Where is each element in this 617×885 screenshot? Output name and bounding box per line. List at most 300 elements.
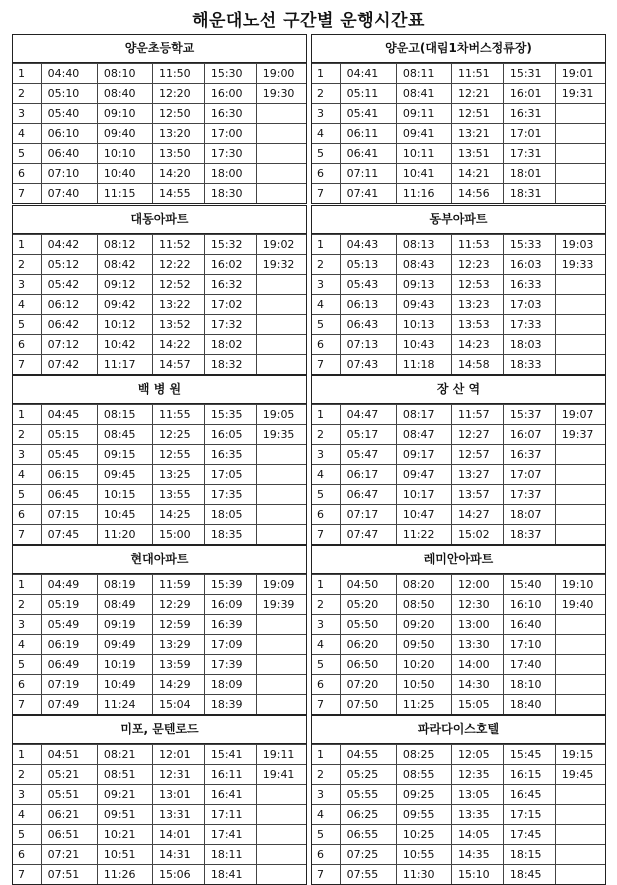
departure-time-cell: 08:10: [97, 64, 152, 84]
departure-time-cell: 15:04: [152, 695, 204, 715]
table-row: [312, 425, 605, 445]
departure-time-cell: 06:19: [41, 635, 97, 655]
departure-time-cell: 17:07: [503, 465, 555, 485]
departure-time-cell: 08:13: [396, 235, 451, 255]
departure-time-cell: [256, 315, 306, 335]
departure-time-cell: 07:21: [41, 845, 97, 865]
departure-time-cell: 10:51: [97, 845, 152, 865]
departure-time-cell: [256, 785, 306, 805]
departure-time-cell: 17:32: [204, 315, 256, 335]
departure-time-cell: 18:07: [503, 505, 555, 525]
departure-time-cell: 14:35: [451, 845, 503, 865]
table-row: [312, 235, 605, 255]
trip-number-cell: 1: [13, 405, 41, 425]
departure-time-cell: 15:33: [503, 235, 555, 255]
departure-time-cell: 19:31: [555, 84, 605, 104]
departure-time-cell: 10:19: [97, 655, 152, 675]
departure-time-cell: 12:31: [152, 765, 204, 785]
departure-time-cell: 14:29: [152, 675, 204, 695]
departure-time-cell: 17:15: [503, 805, 555, 825]
departure-time-cell: 10:20: [396, 655, 451, 675]
departure-time-cell: [555, 104, 605, 124]
trip-number-cell: 7: [13, 184, 41, 204]
stop-panel: [311, 375, 606, 545]
departure-time-cell: 07:55: [340, 865, 396, 885]
departure-time-cell: 07:25: [340, 845, 396, 865]
departure-time-cell: 11:24: [97, 695, 152, 715]
departure-time-cell: 18:03: [503, 335, 555, 355]
departure-time-cell: 08:11: [396, 64, 451, 84]
departure-time-cell: 10:21: [97, 825, 152, 845]
departure-time-cell: 16:15: [503, 765, 555, 785]
departure-time-cell: [256, 275, 306, 295]
departure-time-cell: 17:02: [204, 295, 256, 315]
departure-time-cell: 09:13: [396, 275, 451, 295]
departure-time-cell: 06:55: [340, 825, 396, 845]
departure-time-cell: 11:20: [97, 525, 152, 545]
table-row: [13, 275, 306, 295]
table-row: [312, 315, 605, 335]
table-row: [13, 635, 306, 655]
departure-time-cell: [555, 335, 605, 355]
table-row: [312, 485, 605, 505]
departure-time-cell: 06:47: [340, 485, 396, 505]
departure-time-cell: 12:50: [152, 104, 204, 124]
departure-time-cell: 09:12: [97, 275, 152, 295]
trip-number-cell: 4: [13, 124, 41, 144]
trip-number-cell: 6: [312, 164, 340, 184]
departure-time-cell: 05:47: [340, 445, 396, 465]
departure-time-cell: 13:53: [451, 315, 503, 335]
departure-table: [13, 574, 306, 714]
departure-time-cell: 11:16: [396, 184, 451, 204]
trip-number-cell: 4: [312, 805, 340, 825]
departure-time-cell: [555, 615, 605, 635]
table-row: [312, 335, 605, 355]
departure-time-cell: [555, 805, 605, 825]
departure-time-cell: 14:23: [451, 335, 503, 355]
departure-time-cell: 18:39: [204, 695, 256, 715]
departure-time-cell: [555, 275, 605, 295]
table-row: [312, 124, 605, 144]
table-row: [312, 505, 605, 525]
departure-time-cell: 04:49: [41, 575, 97, 595]
departure-time-cell: 08:25: [396, 745, 451, 765]
departure-time-cell: 06:45: [41, 485, 97, 505]
table-row: [312, 825, 605, 845]
departure-time-cell: 06:51: [41, 825, 97, 845]
table-row: [13, 825, 306, 845]
departure-time-cell: 15:05: [451, 695, 503, 715]
departure-time-cell: [555, 445, 605, 465]
departure-time-cell: 15:39: [204, 575, 256, 595]
departure-time-cell: 13:59: [152, 655, 204, 675]
departure-time-cell: 13:05: [451, 785, 503, 805]
departure-time-cell: [256, 184, 306, 204]
departure-time-cell: 12:59: [152, 615, 204, 635]
departure-time-cell: 17:45: [503, 825, 555, 845]
departure-time-cell: 17:39: [204, 655, 256, 675]
table-row: [13, 144, 306, 164]
departure-time-cell: 11:17: [97, 355, 152, 375]
trip-number-cell: 3: [312, 445, 340, 465]
departure-time-cell: 08:43: [396, 255, 451, 275]
trip-number-cell: 7: [13, 355, 41, 375]
departure-time-cell: 17:33: [503, 315, 555, 335]
departure-time-cell: 06:20: [340, 635, 396, 655]
table-row: [312, 635, 605, 655]
departure-time-cell: 12:53: [451, 275, 503, 295]
stop-panel: [311, 715, 606, 885]
departure-time-cell: 19:33: [555, 255, 605, 275]
trip-number-cell: 4: [312, 295, 340, 315]
trip-number-cell: 6: [13, 845, 41, 865]
departure-time-cell: 13:27: [451, 465, 503, 485]
departure-time-cell: 15:41: [204, 745, 256, 765]
departure-time-cell: 13:31: [152, 805, 204, 825]
departure-time-cell: 15:40: [503, 575, 555, 595]
departure-time-cell: 13:21: [451, 124, 503, 144]
departure-time-cell: 12:27: [451, 425, 503, 445]
departure-time-cell: 16:01: [503, 84, 555, 104]
departure-time-cell: [555, 635, 605, 655]
table-row: [13, 695, 306, 715]
table-row: [13, 785, 306, 805]
table-row: [312, 465, 605, 485]
table-row: [312, 255, 605, 275]
departure-time-cell: 18:02: [204, 335, 256, 355]
stop-panel: [311, 205, 606, 375]
table-row: [13, 865, 306, 885]
trip-number-cell: 2: [13, 425, 41, 445]
departure-time-cell: 07:41: [340, 184, 396, 204]
departure-time-cell: 11:18: [396, 355, 451, 375]
departure-time-cell: 11:26: [97, 865, 152, 885]
table-row: [13, 805, 306, 825]
table-row: [312, 675, 605, 695]
trip-number-cell: 1: [312, 64, 340, 84]
departure-time-cell: [555, 315, 605, 335]
departure-time-cell: 09:10: [97, 104, 152, 124]
departure-time-cell: 17:01: [503, 124, 555, 144]
departure-time-cell: 17:05: [204, 465, 256, 485]
departure-time-cell: 07:17: [340, 505, 396, 525]
departure-time-cell: [555, 825, 605, 845]
departure-time-cell: 16:09: [204, 595, 256, 615]
departure-time-cell: [555, 465, 605, 485]
trip-number-cell: 6: [13, 164, 41, 184]
departure-time-cell: 19:37: [555, 425, 605, 445]
trip-number-cell: 7: [13, 865, 41, 885]
table-row: [13, 405, 306, 425]
departure-time-cell: 13:52: [152, 315, 204, 335]
departure-time-cell: 06:41: [340, 144, 396, 164]
departure-time-cell: 13:55: [152, 485, 204, 505]
departure-time-cell: 11:51: [451, 64, 503, 84]
departure-time-cell: 19:05: [256, 405, 306, 425]
departure-time-cell: 13:20: [152, 124, 204, 144]
stop-name: 대동아파트: [13, 206, 306, 234]
table-row: [13, 615, 306, 635]
departure-time-cell: 15:30: [204, 64, 256, 84]
trip-number-cell: 6: [312, 845, 340, 865]
departure-time-cell: 12:20: [152, 84, 204, 104]
departure-time-cell: 10:13: [396, 315, 451, 335]
departure-time-cell: 07:20: [340, 675, 396, 695]
departure-time-cell: [555, 164, 605, 184]
stop-name: 레미안아파트: [312, 546, 605, 574]
departure-time-cell: 10:42: [97, 335, 152, 355]
departure-time-cell: [256, 635, 306, 655]
departure-time-cell: [256, 164, 306, 184]
departure-time-cell: 14:27: [451, 505, 503, 525]
trip-number-cell: 4: [13, 465, 41, 485]
departure-time-cell: 05:17: [340, 425, 396, 445]
departure-time-cell: [256, 104, 306, 124]
departure-time-cell: 10:12: [97, 315, 152, 335]
trip-number-cell: 3: [312, 785, 340, 805]
departure-time-cell: 13:57: [451, 485, 503, 505]
departure-time-cell: 04:42: [41, 235, 97, 255]
departure-time-cell: 17:00: [204, 124, 256, 144]
departure-time-cell: [555, 124, 605, 144]
departure-time-cell: 09:41: [396, 124, 451, 144]
departure-table: [312, 63, 605, 203]
departure-table: [13, 63, 306, 203]
departure-time-cell: 07:12: [41, 335, 97, 355]
departure-time-cell: 06:40: [41, 144, 97, 164]
departure-time-cell: 12:57: [451, 445, 503, 465]
departure-time-cell: 07:51: [41, 865, 97, 885]
trip-number-cell: 2: [13, 765, 41, 785]
departure-time-cell: 12:29: [152, 595, 204, 615]
departure-time-cell: 06:43: [340, 315, 396, 335]
departure-time-cell: 06:42: [41, 315, 97, 335]
table-row: [13, 525, 306, 545]
departure-time-cell: 05:19: [41, 595, 97, 615]
departure-time-cell: 10:45: [97, 505, 152, 525]
departure-time-cell: 19:02: [256, 235, 306, 255]
departure-time-cell: 08:55: [396, 765, 451, 785]
departure-time-cell: 13:51: [451, 144, 503, 164]
departure-time-cell: 17:35: [204, 485, 256, 505]
departure-time-cell: [256, 615, 306, 635]
departure-time-cell: 08:21: [97, 745, 152, 765]
departure-time-cell: 11:22: [396, 525, 451, 545]
table-row: [13, 445, 306, 465]
departure-time-cell: 19:40: [555, 595, 605, 615]
departure-time-cell: 19:41: [256, 765, 306, 785]
trip-number-cell: 3: [13, 615, 41, 635]
departure-time-cell: 07:10: [41, 164, 97, 184]
departure-time-cell: 19:01: [555, 64, 605, 84]
trip-number-cell: 2: [13, 255, 41, 275]
departure-time-cell: 12:21: [451, 84, 503, 104]
table-row: [13, 184, 306, 204]
trip-number-cell: 5: [312, 655, 340, 675]
trip-number-cell: 5: [13, 485, 41, 505]
departure-time-cell: 17:03: [503, 295, 555, 315]
trip-number-cell: 7: [312, 865, 340, 885]
departure-time-cell: 05:55: [340, 785, 396, 805]
departure-time-cell: 09:50: [396, 635, 451, 655]
stop-panel: [311, 545, 606, 715]
departure-time-cell: 16:32: [204, 275, 256, 295]
departure-time-cell: 05:10: [41, 84, 97, 104]
departure-time-cell: 06:15: [41, 465, 97, 485]
departure-time-cell: 14:58: [451, 355, 503, 375]
table-row: [312, 595, 605, 615]
departure-time-cell: 06:17: [340, 465, 396, 485]
trip-number-cell: 1: [13, 235, 41, 255]
departure-time-cell: 19:35: [256, 425, 306, 445]
table-row: [13, 675, 306, 695]
departure-time-cell: 17:41: [204, 825, 256, 845]
departure-time-cell: 08:41: [396, 84, 451, 104]
trip-number-cell: 1: [13, 745, 41, 765]
departure-time-cell: 05:15: [41, 425, 97, 445]
table-row: [312, 355, 605, 375]
departure-time-cell: 15:02: [451, 525, 503, 545]
departure-time-cell: 05:13: [340, 255, 396, 275]
departure-time-cell: [555, 695, 605, 715]
departure-time-cell: 09:11: [396, 104, 451, 124]
table-row: [13, 465, 306, 485]
departure-time-cell: 16:31: [503, 104, 555, 124]
departure-time-cell: 17:40: [503, 655, 555, 675]
table-row: [312, 405, 605, 425]
departure-time-cell: 13:25: [152, 465, 204, 485]
stop-panel: [311, 34, 606, 204]
departure-time-cell: 14:57: [152, 355, 204, 375]
trip-number-cell: 5: [13, 144, 41, 164]
departure-time-cell: 12:23: [451, 255, 503, 275]
stop-name: 미포, 문텐로드: [13, 716, 306, 744]
trip-number-cell: 3: [312, 615, 340, 635]
departure-time-cell: [256, 865, 306, 885]
departure-time-cell: [256, 525, 306, 545]
departure-time-cell: 18:09: [204, 675, 256, 695]
departure-time-cell: 05:45: [41, 445, 97, 465]
table-row: [312, 865, 605, 885]
departure-time-cell: 18:10: [503, 675, 555, 695]
departure-time-cell: 07:43: [340, 355, 396, 375]
departure-time-cell: 15:06: [152, 865, 204, 885]
departure-time-cell: 08:49: [97, 595, 152, 615]
departure-time-cell: 10:50: [396, 675, 451, 695]
table-row: [312, 144, 605, 164]
departure-time-cell: [256, 335, 306, 355]
departure-time-cell: [555, 865, 605, 885]
departure-time-cell: 08:45: [97, 425, 152, 445]
table-row: [312, 615, 605, 635]
trip-number-cell: 4: [312, 124, 340, 144]
departure-time-cell: 19:10: [555, 575, 605, 595]
departure-time-cell: [256, 144, 306, 164]
departure-time-cell: 05:42: [41, 275, 97, 295]
trip-number-cell: 6: [312, 505, 340, 525]
table-row: [312, 104, 605, 124]
trip-number-cell: 7: [13, 525, 41, 545]
departure-time-cell: 16:03: [503, 255, 555, 275]
departure-time-cell: 04:51: [41, 745, 97, 765]
departure-time-cell: 08:47: [396, 425, 451, 445]
table-row: [312, 785, 605, 805]
table-row: [312, 445, 605, 465]
table-row: [312, 805, 605, 825]
departure-time-cell: 19:32: [256, 255, 306, 275]
departure-time-cell: [256, 355, 306, 375]
departure-table: [312, 234, 605, 374]
departure-time-cell: [256, 505, 306, 525]
departure-table: [312, 744, 605, 884]
table-row: [13, 845, 306, 865]
departure-time-cell: 10:55: [396, 845, 451, 865]
departure-time-cell: 11:52: [152, 235, 204, 255]
trip-number-cell: 3: [13, 104, 41, 124]
departure-time-cell: 14:55: [152, 184, 204, 204]
table-row: [312, 745, 605, 765]
trip-number-cell: 1: [312, 235, 340, 255]
departure-time-cell: 07:50: [340, 695, 396, 715]
departure-time-cell: [256, 825, 306, 845]
departure-time-cell: 07:47: [340, 525, 396, 545]
trip-number-cell: 5: [312, 825, 340, 845]
departure-time-cell: 09:47: [396, 465, 451, 485]
departure-time-cell: 10:25: [396, 825, 451, 845]
table-row: [312, 845, 605, 865]
departure-time-cell: 16:05: [204, 425, 256, 445]
departure-time-cell: [256, 485, 306, 505]
trip-number-cell: 4: [13, 295, 41, 315]
departure-time-cell: 06:25: [340, 805, 396, 825]
departure-time-cell: 16:33: [503, 275, 555, 295]
departure-time-cell: 16:39: [204, 615, 256, 635]
departure-time-cell: 13:30: [451, 635, 503, 655]
departure-time-cell: 09:20: [396, 615, 451, 635]
departure-time-cell: 10:47: [396, 505, 451, 525]
departure-time-cell: 11:50: [152, 64, 204, 84]
departure-time-cell: 08:17: [396, 405, 451, 425]
table-row: [312, 295, 605, 315]
departure-time-cell: 17:37: [503, 485, 555, 505]
departure-time-cell: 09:21: [97, 785, 152, 805]
stop-name: 양운초등학교: [13, 35, 306, 63]
departure-time-cell: 05:11: [340, 84, 396, 104]
departure-time-cell: 12:35: [451, 765, 503, 785]
table-row: [13, 84, 306, 104]
trip-number-cell: 1: [312, 405, 340, 425]
departure-time-cell: 16:37: [503, 445, 555, 465]
departure-time-cell: [555, 675, 605, 695]
departure-time-cell: 17:31: [503, 144, 555, 164]
trip-number-cell: 5: [13, 315, 41, 335]
departure-time-cell: 14:22: [152, 335, 204, 355]
departure-time-cell: 14:25: [152, 505, 204, 525]
departure-time-cell: [256, 845, 306, 865]
departure-time-cell: [555, 355, 605, 375]
departure-time-cell: 12:00: [451, 575, 503, 595]
departure-time-cell: 05:40: [41, 104, 97, 124]
departure-time-cell: 15:37: [503, 405, 555, 425]
departure-time-cell: 12:30: [451, 595, 503, 615]
departure-time-cell: 12:25: [152, 425, 204, 445]
departure-time-cell: 08:42: [97, 255, 152, 275]
trip-number-cell: 7: [312, 695, 340, 715]
table-row: [13, 575, 306, 595]
departure-time-cell: 08:40: [97, 84, 152, 104]
departure-time-cell: 10:11: [396, 144, 451, 164]
